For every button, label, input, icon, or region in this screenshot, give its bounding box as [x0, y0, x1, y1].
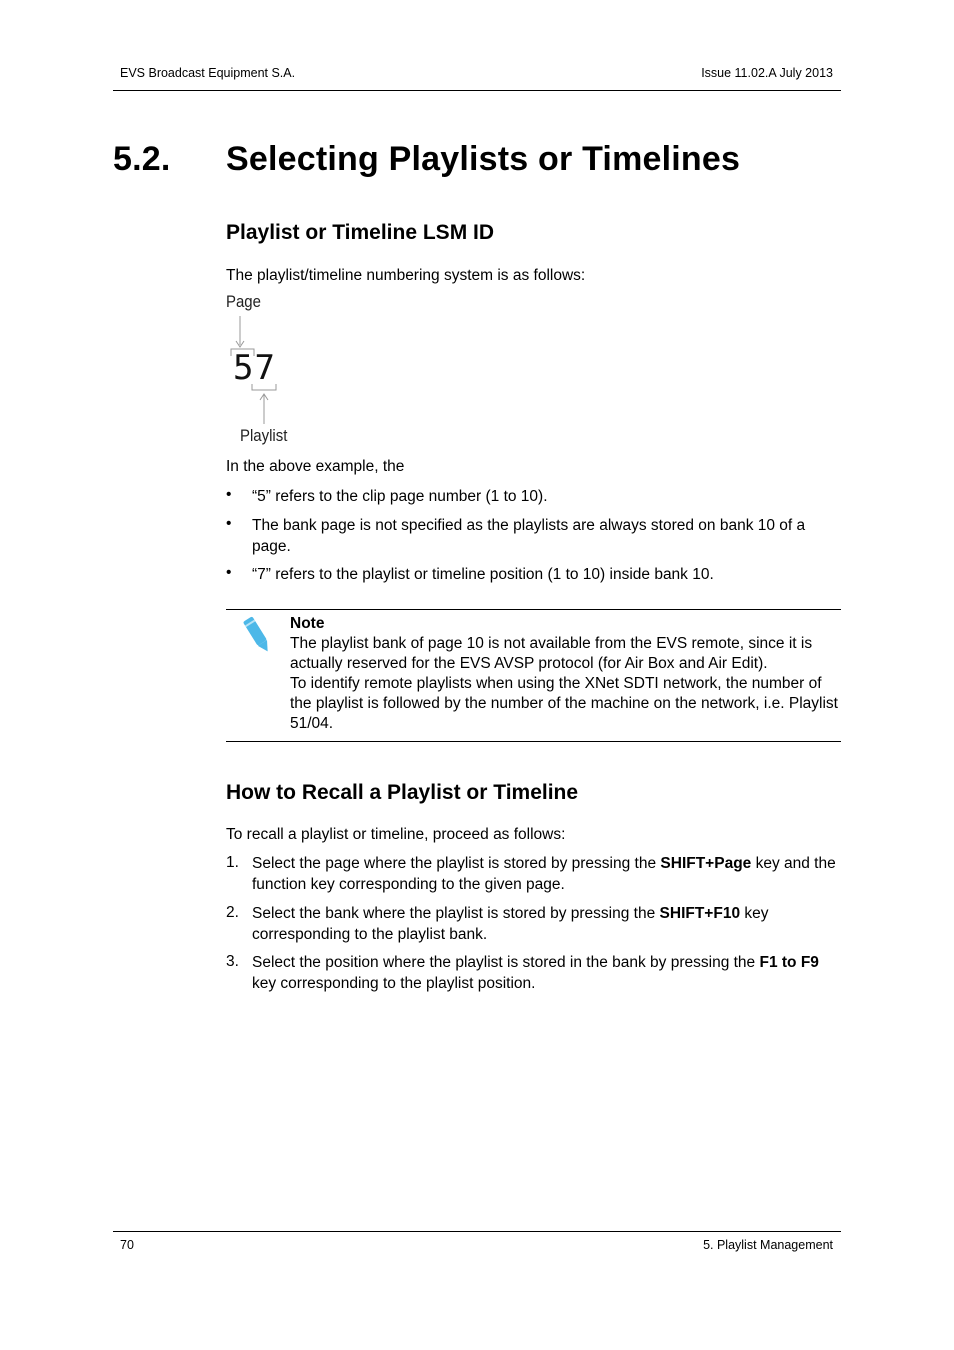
- header-divider: [113, 90, 841, 91]
- step-text: key corresponding to the playlist bank.: [252, 905, 769, 943]
- step-number: 3.: [226, 953, 239, 970]
- step-number: 1.: [226, 854, 239, 871]
- recall-heading: How to Recall a Playlist or Timeline: [226, 781, 579, 804]
- lsm-id-heading: Playlist or Timeline LSM ID: [226, 221, 495, 244]
- list-item: The bank page is not specified as the playlists are always stored on bank 10 of a page.: [252, 517, 806, 555]
- pencil-icon: [240, 614, 276, 656]
- step-text: Select the bank where the playlist is stored by pressing the: [252, 905, 660, 922]
- section-number: 5.2.: [113, 140, 171, 178]
- section-title: Selecting Playlists or Timelines: [226, 140, 741, 178]
- diagram-number: 57: [233, 348, 276, 388]
- lsm-id-intro: The playlist/timeline numbering system is as follows:: [226, 267, 586, 284]
- recall-intro: To recall a playlist or timeline, proceed as follows:: [226, 826, 566, 843]
- step-text: key corresponding to the playlist position.: [252, 975, 536, 992]
- note-line-1: The playlist bank of page 10 is not available from the EVS remote, since it is actually reserved for the EVS AVSP protocol (for Air Box and Air Edit).: [290, 635, 813, 672]
- step-text: Select the position where the playlist is stored in the bank by pressing the: [252, 954, 760, 971]
- bullet-marker: •: [226, 486, 232, 503]
- header-company: EVS Broadcast Equipment S.A.: [120, 66, 296, 80]
- note-title: Note: [290, 615, 325, 632]
- list-item: [252, 952, 838, 994]
- note-top-rule: [226, 609, 841, 610]
- page-number: 70: [120, 1238, 134, 1252]
- key-name: SHIFT+F10: [659, 905, 741, 922]
- note-bottom-rule: [226, 741, 841, 742]
- list-item: “7” refers to the playlist or timeline position (1 to 10) inside bank 10.: [252, 566, 714, 583]
- bullet-marker: •: [226, 515, 232, 532]
- step-text: key and the function key corresponding to the given page.: [252, 855, 836, 893]
- numbering-diagram: [226, 292, 326, 452]
- diagram-playlist-label: Playlist: [240, 426, 288, 445]
- diagram-page-label: Page: [226, 292, 261, 311]
- footer-chapter: 5. Playlist Management: [703, 1238, 833, 1252]
- list-item: “5” refers to the clip page number (1 to 10).: [252, 488, 548, 505]
- key-name: SHIFT+Page: [660, 855, 752, 872]
- note-body: [290, 634, 842, 734]
- key-name: F1 to F9: [759, 954, 819, 971]
- example-intro: In the above example, the: [226, 458, 405, 475]
- list-item: [252, 903, 838, 945]
- list-item: [252, 853, 838, 895]
- step-number: 2.: [226, 904, 239, 921]
- note-line-2: To identify remote playlists when using the XNet SDTI network, the number of the playlist is followed by the number of the machine on the network, i.e. Playlist 51/04.: [290, 675, 838, 732]
- step-text: Select the page where the playlist is stored by pressing the: [252, 855, 661, 872]
- bullet-marker: •: [226, 564, 232, 581]
- header-issue: Issue 11.02.A July 2013: [701, 66, 833, 80]
- footer-divider: [113, 1231, 841, 1232]
